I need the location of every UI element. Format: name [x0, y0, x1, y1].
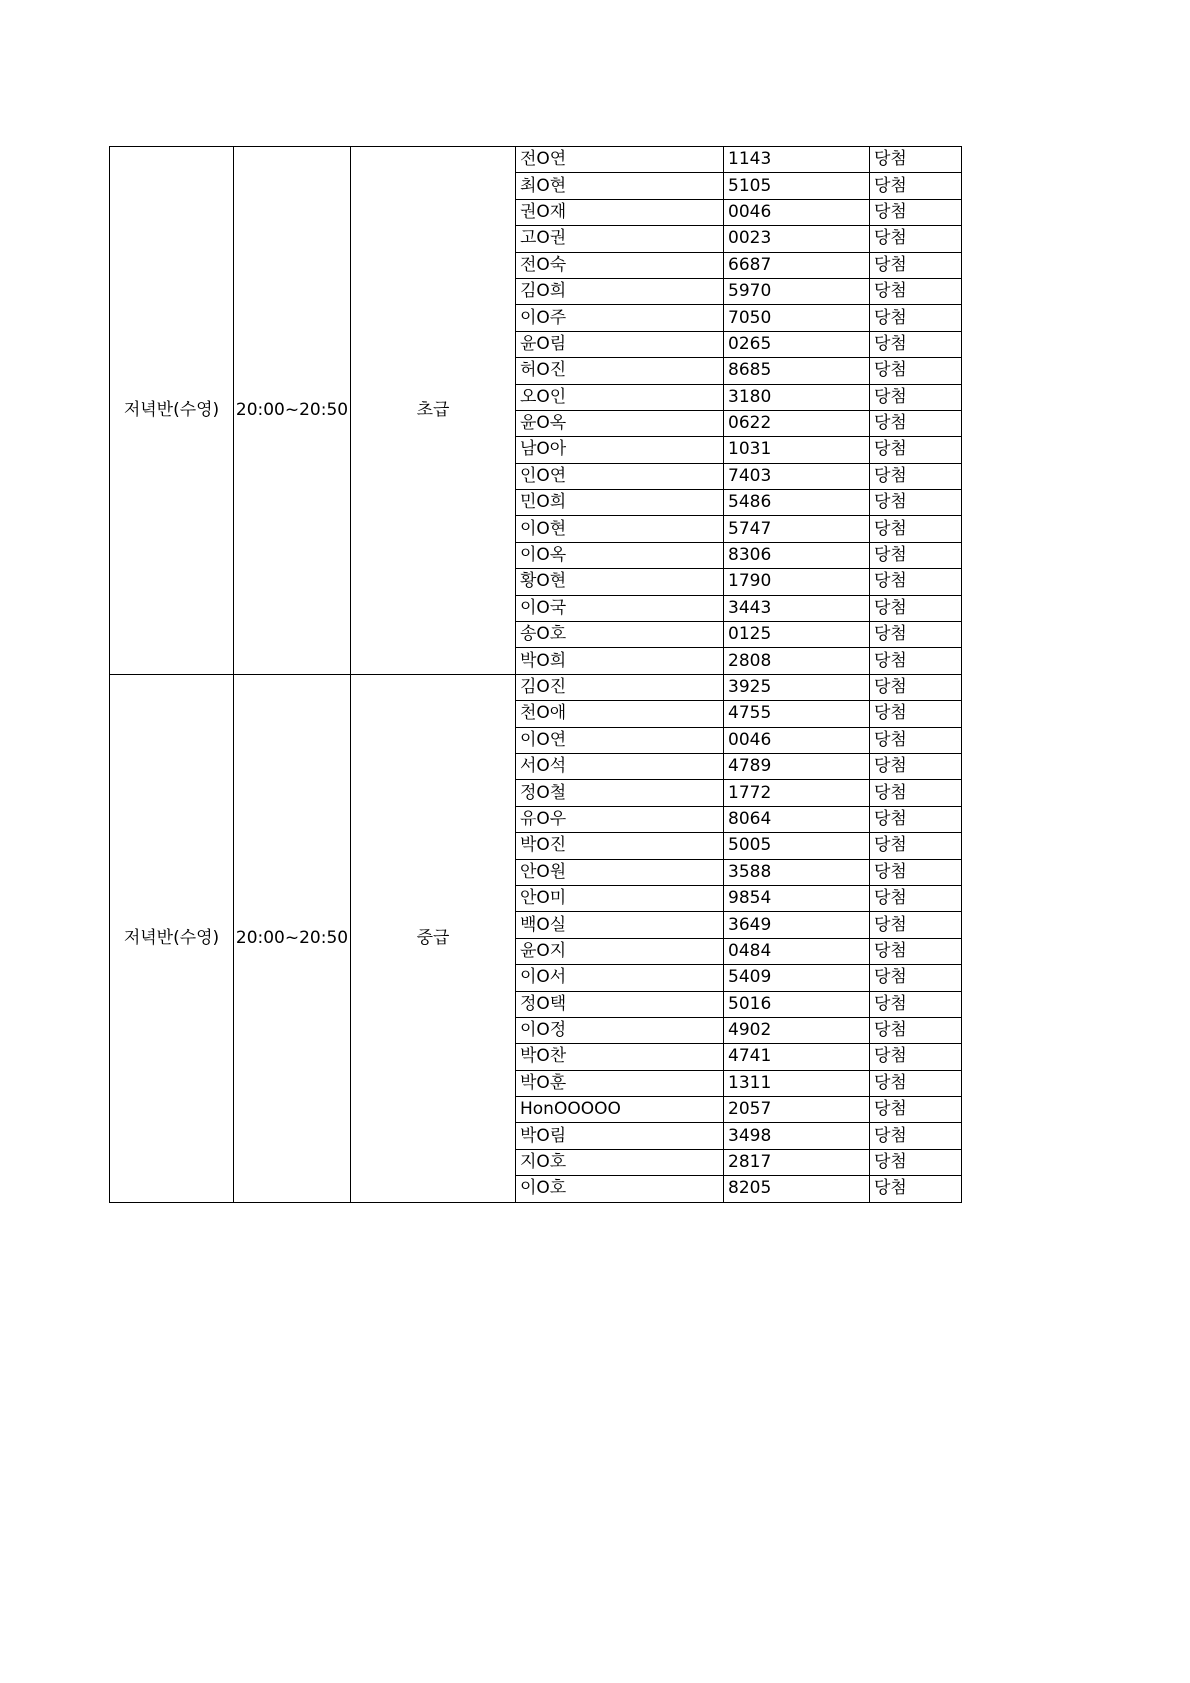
- code-cell: 1772: [724, 780, 870, 806]
- code-cell: 7403: [724, 463, 870, 489]
- status-cell: 당첨: [870, 727, 962, 753]
- code-cell: 3588: [724, 859, 870, 885]
- name-cell: 이O연: [516, 727, 724, 753]
- code-cell: 1311: [724, 1070, 870, 1096]
- code-cell: 4902: [724, 1017, 870, 1043]
- results-table: [109, 146, 962, 1203]
- code-cell: 8685: [724, 358, 870, 384]
- status-cell: 당첨: [870, 753, 962, 779]
- name-cell: 정O택: [516, 991, 724, 1017]
- code-cell: 2808: [724, 648, 870, 674]
- code-cell: 5105: [724, 173, 870, 199]
- code-cell: 5409: [724, 965, 870, 991]
- code-cell: 3443: [724, 595, 870, 621]
- status-cell: 당첨: [870, 252, 962, 278]
- code-cell: 9854: [724, 885, 870, 911]
- status-cell: 당첨: [870, 331, 962, 357]
- status-cell: 당첨: [870, 1176, 962, 1202]
- code-cell: 1143: [724, 147, 870, 173]
- name-cell: 윤O옥: [516, 410, 724, 436]
- level-cell: 중급: [351, 674, 516, 1202]
- status-cell: 당첨: [870, 226, 962, 252]
- status-cell: 당첨: [870, 701, 962, 727]
- name-cell: 민O희: [516, 490, 724, 516]
- status-cell: 당첨: [870, 410, 962, 436]
- name-cell: 이O옥: [516, 542, 724, 568]
- class-name-cell: 저녁반(수영): [110, 147, 234, 675]
- name-cell: 정O철: [516, 780, 724, 806]
- code-cell: 5016: [724, 991, 870, 1017]
- code-cell: 5005: [724, 833, 870, 859]
- code-cell: 5486: [724, 490, 870, 516]
- name-cell: 남O아: [516, 437, 724, 463]
- code-cell: 2817: [724, 1149, 870, 1175]
- code-cell: 8064: [724, 806, 870, 832]
- level-cell: 초급: [351, 147, 516, 675]
- name-cell: 박O훈: [516, 1070, 724, 1096]
- status-cell: 당첨: [870, 1123, 962, 1149]
- code-cell: 2057: [724, 1097, 870, 1123]
- status-cell: 당첨: [870, 622, 962, 648]
- status-cell: 당첨: [870, 542, 962, 568]
- name-cell: 오O인: [516, 384, 724, 410]
- code-cell: 0023: [724, 226, 870, 252]
- code-cell: 4789: [724, 753, 870, 779]
- status-cell: 당첨: [870, 278, 962, 304]
- name-cell: 송O호: [516, 622, 724, 648]
- status-cell: 당첨: [870, 965, 962, 991]
- status-cell: 당첨: [870, 1149, 962, 1175]
- status-cell: 당첨: [870, 1017, 962, 1043]
- name-cell: 박O진: [516, 833, 724, 859]
- status-cell: 당첨: [870, 885, 962, 911]
- name-cell: HonOOOOO: [516, 1097, 724, 1123]
- status-cell: 당첨: [870, 569, 962, 595]
- code-cell: 0125: [724, 622, 870, 648]
- code-cell: 6687: [724, 252, 870, 278]
- name-cell: 백O실: [516, 912, 724, 938]
- status-cell: 당첨: [870, 648, 962, 674]
- name-cell: 지O호: [516, 1149, 724, 1175]
- code-cell: 3180: [724, 384, 870, 410]
- status-cell: 당첨: [870, 463, 962, 489]
- name-cell: 박O희: [516, 648, 724, 674]
- name-cell: 안O미: [516, 885, 724, 911]
- name-cell: 전O연: [516, 147, 724, 173]
- name-cell: 서O석: [516, 753, 724, 779]
- name-cell: 고O권: [516, 226, 724, 252]
- code-cell: 4741: [724, 1044, 870, 1070]
- status-cell: 당첨: [870, 806, 962, 832]
- name-cell: 황O현: [516, 569, 724, 595]
- name-cell: 허O진: [516, 358, 724, 384]
- code-cell: 0046: [724, 727, 870, 753]
- status-cell: 당첨: [870, 490, 962, 516]
- name-cell: 김O진: [516, 674, 724, 700]
- code-cell: 3925: [724, 674, 870, 700]
- status-cell: 당첨: [870, 305, 962, 331]
- status-cell: 당첨: [870, 1044, 962, 1070]
- status-cell: 당첨: [870, 1070, 962, 1096]
- name-cell: 이O주: [516, 305, 724, 331]
- code-cell: 0046: [724, 199, 870, 225]
- name-cell: 윤O지: [516, 938, 724, 964]
- code-cell: 8205: [724, 1176, 870, 1202]
- status-cell: 당첨: [870, 437, 962, 463]
- name-cell: 박O림: [516, 1123, 724, 1149]
- status-cell: 당첨: [870, 991, 962, 1017]
- code-cell: 0265: [724, 331, 870, 357]
- status-cell: 당첨: [870, 674, 962, 700]
- status-cell: 당첨: [870, 912, 962, 938]
- status-cell: 당첨: [870, 147, 962, 173]
- name-cell: 윤O림: [516, 331, 724, 357]
- name-cell: 이O현: [516, 516, 724, 542]
- status-cell: 당첨: [870, 938, 962, 964]
- time-cell: 20:00~20:50: [234, 674, 351, 1202]
- name-cell: 이O서: [516, 965, 724, 991]
- status-cell: 당첨: [870, 833, 962, 859]
- name-cell: 인O연: [516, 463, 724, 489]
- name-cell: 이O국: [516, 595, 724, 621]
- status-cell: 당첨: [870, 384, 962, 410]
- results-table-body: [110, 147, 962, 1203]
- code-cell: 3498: [724, 1123, 870, 1149]
- code-cell: 3649: [724, 912, 870, 938]
- code-cell: 7050: [724, 305, 870, 331]
- name-cell: 이O정: [516, 1017, 724, 1043]
- status-cell: 당첨: [870, 780, 962, 806]
- name-cell: 최O현: [516, 173, 724, 199]
- name-cell: 권O재: [516, 199, 724, 225]
- name-cell: 안O원: [516, 859, 724, 885]
- code-cell: 4755: [724, 701, 870, 727]
- class-name-cell: 저녁반(수영): [110, 674, 234, 1202]
- name-cell: 박O찬: [516, 1044, 724, 1070]
- code-cell: 0484: [724, 938, 870, 964]
- status-cell: 당첨: [870, 358, 962, 384]
- name-cell: 이O호: [516, 1176, 724, 1202]
- name-cell: 김O희: [516, 278, 724, 304]
- status-cell: 당첨: [870, 173, 962, 199]
- code-cell: 5970: [724, 278, 870, 304]
- name-cell: 천O애: [516, 701, 724, 727]
- status-cell: 당첨: [870, 595, 962, 621]
- code-cell: 1031: [724, 437, 870, 463]
- code-cell: 8306: [724, 542, 870, 568]
- status-cell: 당첨: [870, 1097, 962, 1123]
- code-cell: 1790: [724, 569, 870, 595]
- status-cell: 당첨: [870, 516, 962, 542]
- name-cell: 유O우: [516, 806, 724, 832]
- table-row: [110, 147, 962, 173]
- status-cell: 당첨: [870, 199, 962, 225]
- status-cell: 당첨: [870, 859, 962, 885]
- code-cell: 5747: [724, 516, 870, 542]
- name-cell: 전O숙: [516, 252, 724, 278]
- table-row: [110, 674, 962, 700]
- time-cell: 20:00~20:50: [234, 147, 351, 675]
- code-cell: 0622: [724, 410, 870, 436]
